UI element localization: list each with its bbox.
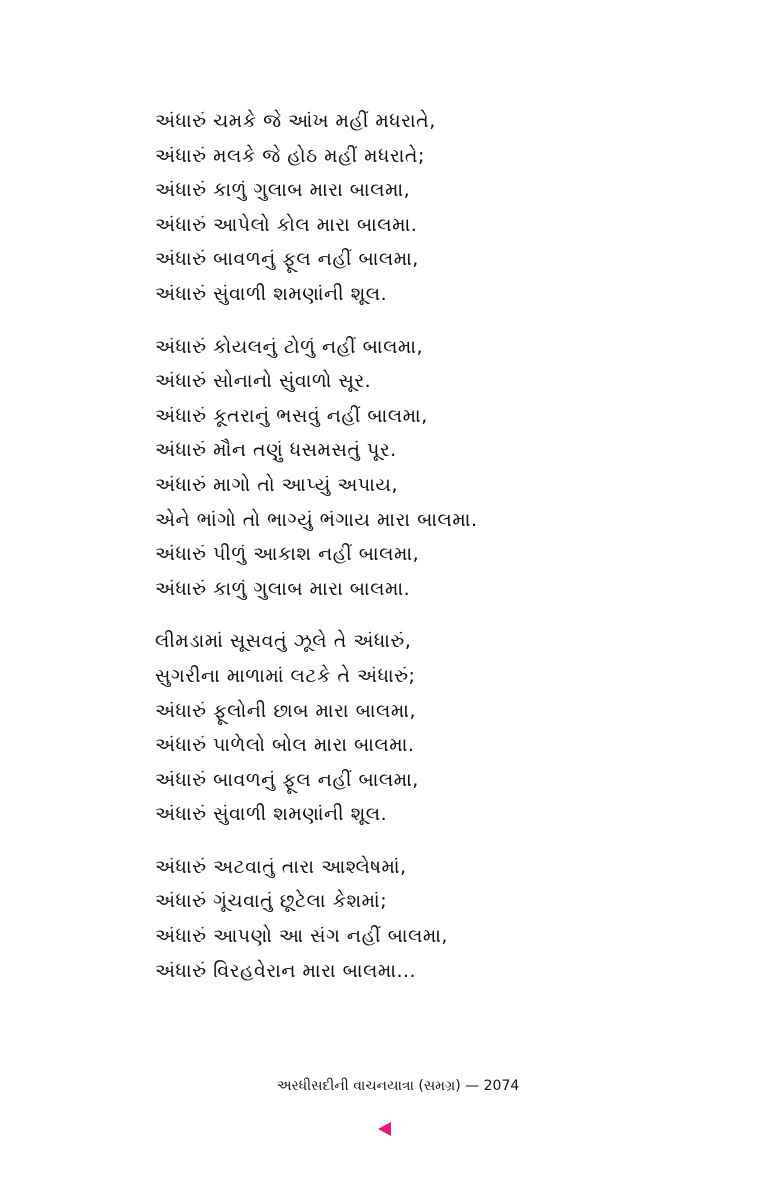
poem-line: અંધારું બાવળનું ફૂલ નહીં બાલમા, bbox=[155, 248, 419, 271]
poem-line: અંધારું બાવળનું ફૂલ નહીં બાલમા, bbox=[155, 768, 419, 791]
poem-line: અંધારું કાળું ગુલાબ મારા બાલમા, bbox=[155, 179, 411, 202]
stanza-1 bbox=[155, 104, 715, 312]
poem-line: અંધારું આપણો આ સંગ નહીં બાલમા, bbox=[155, 925, 448, 948]
poem-line: અંધારું સુંવાળી શમણાંની શૂલ. bbox=[155, 803, 388, 826]
poem-line: અંધારું કોયલનું ટોળું નહીં બાલમા, bbox=[155, 335, 424, 358]
poem-line: અંધારું મૌન તણું ધસમસતું પૂર. bbox=[155, 439, 397, 462]
stanza-4 bbox=[155, 850, 715, 988]
poem-line: અંધારું આપેલો કોલ મારા બાલમા. bbox=[155, 213, 418, 236]
stanza-3 bbox=[155, 624, 715, 832]
poem-line: અંધારું પાળેલો બોલ મારા બાલમા. bbox=[155, 734, 415, 757]
poem-line: અંધારું અટવાતું તારા આશ્લેષમાં, bbox=[155, 855, 407, 878]
poem-line: અંધારું ગૂંચવાતું છૂટેલા કેશમાં; bbox=[155, 890, 388, 913]
page-footer: અરધીસદીની વાચનયાત્રા (સમગ્ર) — 2074 bbox=[276, 1078, 520, 1094]
poem-line: અંધારું કૂતરાનું ભસવું નહીં બાલમા, bbox=[155, 404, 428, 427]
poem-line: લીમડામાં સૂસવતું ઝૂલે તે અંધારું, bbox=[155, 630, 412, 653]
poem bbox=[155, 104, 715, 1006]
stanza-2 bbox=[155, 330, 715, 607]
poem-line: સુગરીના માળામાં લટકે તે અંધારું; bbox=[155, 664, 416, 687]
poem-line: અંધારું ફૂલોની છાબ મારા બાલમા, bbox=[155, 699, 416, 722]
poem-line: અંધારું માગો તો આપ્યું અપાય, bbox=[155, 473, 399, 496]
poem-line: અંધારું મલકે જે હોઠ મહીં મધરાતે; bbox=[155, 144, 425, 167]
poem-line: અંધારું કાળું ગુલાબ મારા બાલમા. bbox=[155, 577, 411, 600]
poem-line: એને ભાંગો તો ભાગ્યું ભંગાય મારા બાલમા. bbox=[155, 508, 478, 531]
poem-line: અંધારું વિરહવેરાન મારા બાલમા... bbox=[155, 959, 417, 982]
previous-page-icon[interactable] bbox=[378, 1122, 391, 1136]
poem-line: અંધારું સુંવાળી શમણાંની શૂલ. bbox=[155, 282, 388, 305]
poem-line: અંધારું સોનાનો સુંવાળો સૂર. bbox=[155, 370, 372, 393]
poem-line: અંધારું ચમકે જે આંખ મહીં મધરાતે, bbox=[155, 110, 436, 132]
poem-line: અંધારું પીળું આકાશ નહીં બાલમા, bbox=[155, 543, 420, 566]
